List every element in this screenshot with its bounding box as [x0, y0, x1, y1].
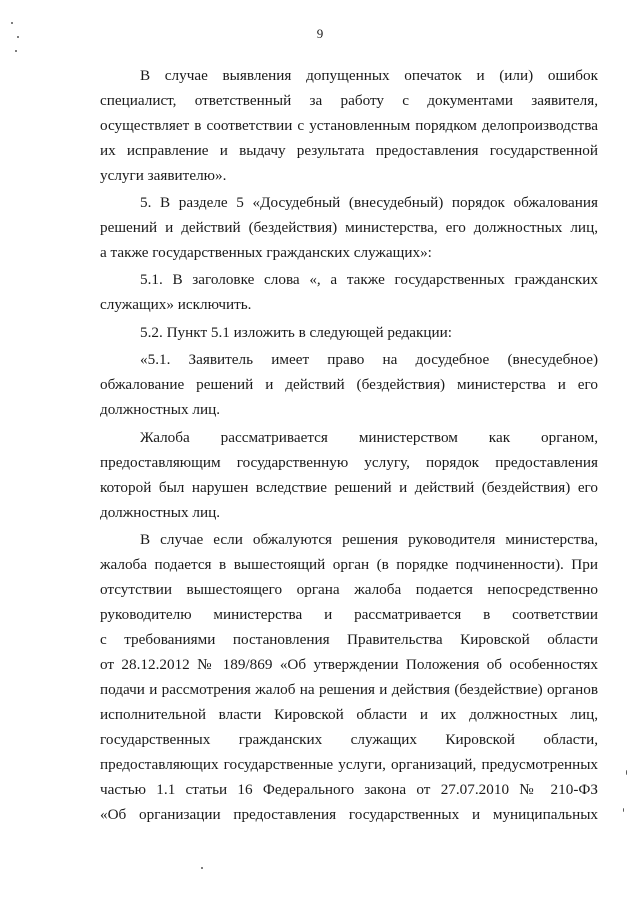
- text-line: специалист, ответственный за работу с документами заявителя,: [100, 92, 598, 109]
- text-line: «5.1. Заявитель имеет право на досудебное (внесудебное): [140, 351, 598, 368]
- text-line: предоставляющих государственные услуги, организаций, предусмотренных: [100, 756, 598, 773]
- text-line: В случае если обжалуются решения руководителя министерства,: [140, 531, 598, 548]
- text-line: Жалоба рассматривается министерством как органом,: [140, 429, 598, 446]
- text-line: подачи и рассмотрения жалоб на решения и действия (бездействие) органов: [100, 681, 598, 698]
- scan-speck: [201, 867, 203, 869]
- text-line: государственных гражданских служащих Кировской области,: [100, 731, 598, 748]
- text-line: их исправление и выдачу результата предоставления государственной: [100, 142, 598, 159]
- scan-speck: [11, 22, 13, 24]
- text-line: «Об организации предоставления государственных и муниципальных: [100, 806, 598, 823]
- text-line: исполнительной власти Кировской области и их должностных лиц,: [100, 706, 598, 723]
- scan-speck: [17, 36, 19, 38]
- text-line: которой был нарушен вследствие решений и действий (бездействия) его: [100, 479, 598, 496]
- text-line: 5. В разделе 5 «Досудебный (внесудебный) порядок обжалования: [140, 194, 598, 211]
- text-line: осуществляет в соответствии с установленным порядком делопроизводства: [100, 117, 598, 134]
- text-line: услуги заявителю».: [100, 167, 227, 184]
- scan-speck: [623, 808, 624, 812]
- text-line: жалоба подается в вышестоящий орган (в порядке подчиненности). При: [100, 556, 598, 573]
- text-line: предоставляющим государственную услугу, порядок предоставления: [100, 454, 598, 471]
- scan-speck: [626, 770, 627, 775]
- text-line: 5.1. В заголовке слова «, а также государственных гражданских: [140, 271, 598, 288]
- text-line: должностных лиц.: [100, 504, 221, 521]
- text-line: отсутствии вышестоящего органа жалоба подается непосредственно: [100, 581, 598, 598]
- text-line: с требованиями постановления Правительства Кировской области: [100, 631, 598, 648]
- text-line: обжалование решений и действий (бездействия) министерства и его: [100, 376, 598, 393]
- text-line: В случае выявления допущенных опечаток и (или) ошибок: [140, 67, 598, 84]
- text-line: 5.2. Пункт 5.1 изложить в следующей редакции:: [140, 324, 453, 341]
- page-number: 9: [316, 26, 324, 41]
- text-line: руководителю министерства и рассматривается в соответствии: [100, 606, 598, 623]
- text-line: должностных лиц.: [100, 401, 221, 418]
- text-line: частью 1.1 статьи 16 Федерального закона от 27.07.2010 № 210-ФЗ: [100, 781, 598, 798]
- scan-speck: [15, 50, 17, 52]
- text-line: решений и действий (бездействия) министерства, его должностных лиц,: [100, 219, 598, 236]
- text-line: от 28.12.2012 № 189/869 «Об утверждении Положения об особенностях: [100, 656, 598, 673]
- text-line: а также государственных гражданских служащих»:: [100, 244, 432, 261]
- text-line: служащих» исключить.: [100, 296, 252, 313]
